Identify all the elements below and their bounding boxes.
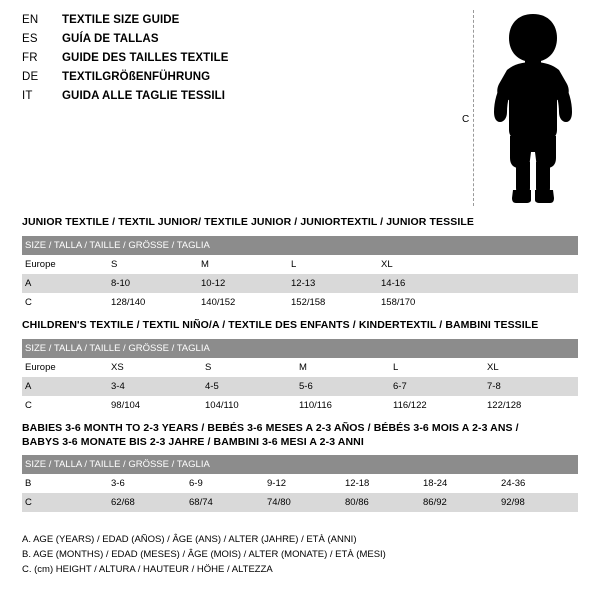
cell: XL [484,358,578,377]
height-measure-line [473,10,474,206]
row-label: C [22,293,108,312]
cell: 3-4 [108,377,202,396]
cell-empty [468,274,578,293]
table-row [22,396,578,415]
row-label: Europe [22,358,108,377]
cell: 6-9 [186,474,264,493]
language-code: ES [22,33,38,45]
language-title: TEXTILGRÖßENFÜHRUNG [62,71,211,83]
table-row [22,255,578,274]
language-row [22,14,442,33]
language-row [22,52,442,71]
cell: 3-6 [108,474,186,493]
cell: 6-7 [390,377,484,396]
legend-item-height: C. (cm) HEIGHT / ALTURA / HAUTEUR / HÖHE / ALTEZZA [22,564,273,575]
height-measure-label: C [462,114,470,125]
row-label: C [22,396,108,415]
legend [22,532,386,577]
cell: 18-24 [420,474,498,493]
language-row [22,90,442,109]
cell: M [198,255,288,274]
cell: L [288,255,378,274]
language-row [22,33,442,52]
cell: 74/80 [264,493,342,512]
children-size-table [22,339,578,415]
table-row [22,377,578,396]
babies-size-table [22,455,578,512]
language-code: EN [22,14,39,26]
language-row [22,71,442,90]
cell: L [390,358,484,377]
table-row [22,293,578,312]
child-figure-area [455,8,595,208]
table-header-label: SIZE / TALLA / TAILLE / GRÖSSE / TAGLIA [22,455,578,474]
table-header-label: SIZE / TALLA / TAILLE / GRÖSSE / TAGLIA [22,339,578,358]
row-label: A [22,274,108,293]
cell: 9-12 [264,474,342,493]
cell: 116/122 [390,396,484,415]
cell: 110/116 [296,396,390,415]
cell: 140/152 [198,293,288,312]
legend-item-age-months: B. AGE (MONTHS) / EDAD (MESES) / ÂGE (MOIS) / ALTER (MONATE) / ETÀ (MESI) [22,549,386,560]
language-title: GUIDA ALLE TAGLIE TESSILI [62,90,226,102]
language-title: GUÍA DE TALLAS [62,33,159,45]
table-row [22,493,578,512]
row-label: B [22,474,108,493]
section-title-children: CHILDREN'S TEXTILE / TEXTIL NIÑO/A / TEXTILE DES ENFANTS / KINDERTEXTIL / BAMBINI TESSILE [22,319,539,331]
table-header-row [22,339,578,358]
table-row [22,274,578,293]
cell: 10-12 [198,274,288,293]
cell: 7-8 [484,377,578,396]
cell: 86/92 [420,493,498,512]
cell: 128/140 [108,293,198,312]
language-code: FR [22,52,38,64]
table-header-row [22,236,578,255]
cell: 5-6 [296,377,390,396]
cell-empty [468,255,578,274]
cell: 68/74 [186,493,264,512]
cell: 104/110 [202,396,296,415]
language-list [22,14,442,109]
cell: 8-10 [108,274,198,293]
row-label: Europe [22,255,108,274]
language-code: DE [22,71,39,83]
cell: 62/68 [108,493,186,512]
section-title-babies-line1: BABIES 3-6 MONTH TO 2-3 YEARS / BEBÉS 3-6 MESES A 2-3 AÑOS / BÉBÉS 3-6 MOIS A 2-3 ANS / [22,422,519,434]
language-title: GUIDE DES TAILLES TEXTILE [62,52,229,64]
cell: 4-5 [202,377,296,396]
cell: 12-18 [342,474,420,493]
cell: 158/170 [378,293,468,312]
junior-size-table [22,236,578,312]
cell: 152/158 [288,293,378,312]
table-header-row [22,455,578,474]
cell: 80/86 [342,493,420,512]
legend-item-age-years: A. AGE (YEARS) / EDAD (AÑOS) / ÂGE (ANS) / ALTER (JAHRE) / ETÀ (ANNI) [22,534,357,545]
cell: 92/98 [498,493,578,512]
table-row [22,358,578,377]
toddler-silhouette-icon [483,12,583,204]
cell: 24-36 [498,474,578,493]
table-header-label: SIZE / TALLA / TAILLE / GRÖSSE / TAGLIA [22,236,578,255]
cell: S [108,255,198,274]
row-label: C [22,493,108,512]
cell: 14-16 [378,274,468,293]
section-title-junior: JUNIOR TEXTILE / TEXTIL JUNIOR/ TEXTILE JUNIOR / JUNIORTEXTIL / JUNIOR TESSILE [22,216,474,228]
section-title-babies-line2: BABYS 3-6 MONATE BIS 2-3 JAHRE / BAMBINI 3-6 MESI A 2-3 ANNI [22,436,364,448]
language-code: IT [22,90,33,102]
cell: 12-13 [288,274,378,293]
cell: XL [378,255,468,274]
cell: 122/128 [484,396,578,415]
language-title: TEXTILE SIZE GUIDE [62,14,180,26]
section-title-babies [22,421,519,449]
table-row [22,474,578,493]
row-label: A [22,377,108,396]
cell: M [296,358,390,377]
cell: XS [108,358,202,377]
cell: S [202,358,296,377]
cell: 98/104 [108,396,202,415]
cell-empty [468,293,578,312]
